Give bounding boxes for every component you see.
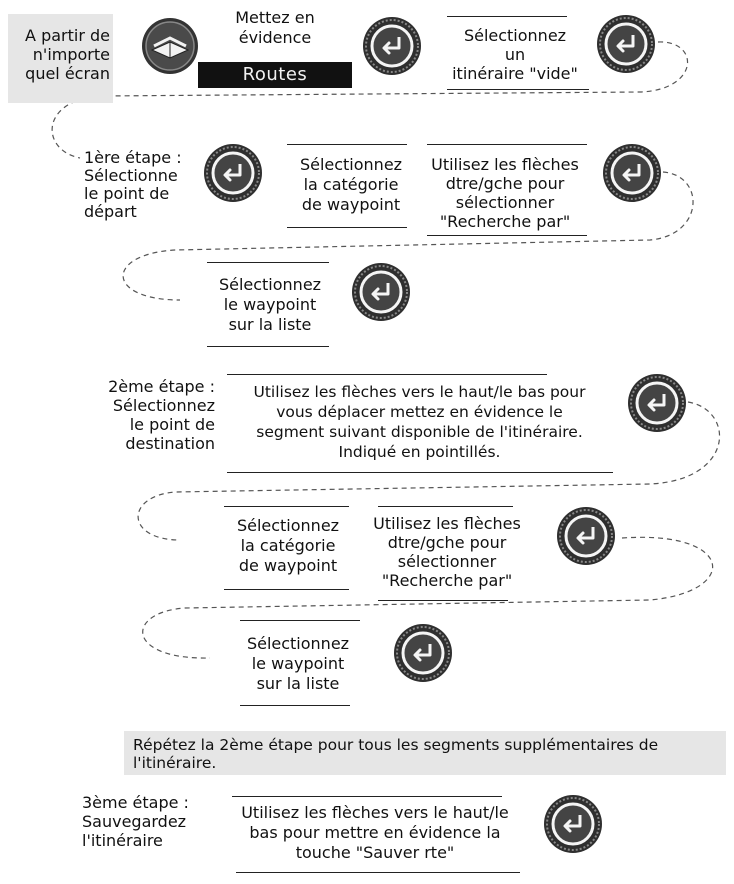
stage1-title-1: 1ère étape : [84,148,182,167]
divider-waypoint-2-bottom [240,705,350,706]
stage3-title-3: l'itinéraire [82,831,163,850]
enter-button-9[interactable] [543,794,603,854]
routes-menu-item[interactable]: Routes [198,62,352,88]
enter-icon [543,794,603,854]
step-highlight-1: Mettez en [235,8,315,27]
segment-line-3: segment suivant disponible de l'itinéraire. [256,423,583,441]
use-arrows-lr-2-line-4: "Recherche par" [381,571,513,590]
select-category-1-line-3: de waypoint [301,195,401,214]
use-arrows-lr-2-line-1: Utilisez les flèches [373,514,521,533]
save-line-2: bas pour mettre en évidence la [249,823,501,842]
select-waypoint-2-line-1: Sélectionnez [246,634,350,653]
repeat-note-line-2: l'itinéraire. [133,754,217,772]
stage3-title-2: Sauvegardez [82,812,187,831]
segment-line-2: vous déplacer mettez en évidence le [276,403,563,421]
stage1-title-4: départ [84,202,137,221]
select-empty-1: Sélectionnez [463,26,567,45]
repeat-note-line-1: Répétez la 2ème étape pour tous les segments supplémentaires de [133,736,659,754]
use-arrows-lr-1-line-3: sélectionner [455,193,555,212]
divider-category-1-top [287,144,407,145]
enter-icon [556,506,616,566]
stage1-title-3: le point de [84,184,170,203]
divider-category-2-top [224,506,349,507]
divider-waypoint-2-top [240,620,360,621]
use-arrows-lr-1-line-4: "Recherche par" [439,212,571,231]
select-category-1-line-1: Sélectionnez [299,155,403,174]
menu-book-icon [140,16,200,76]
divider-arrows-lr-1-top [427,144,587,145]
stage1-title-2: Sélectionne [84,166,178,185]
divider-arrows-lr-2-top [378,506,513,507]
use-arrows-lr-1-line-1: Utilisez les flèches [431,155,579,174]
segment-line-4: Indiqué en pointillés. [338,443,501,461]
divider-waypoint-1-top [207,262,329,263]
divider-segment-bottom [227,472,613,473]
divider-select-empty-top [447,16,567,17]
enter-button-1[interactable] [362,16,422,76]
start-label-1: A partir de [25,26,110,45]
divider-category-2-bottom [224,589,349,590]
divider-category-1-bottom [287,227,407,228]
save-line-3: touche "Sauver rte" [295,843,455,862]
use-arrows-lr-1-line-2: dtre/gche pour [445,174,565,193]
divider-save-top [232,796,502,797]
enter-button-8[interactable] [393,623,453,683]
start-label-2: n'importe [32,45,110,64]
select-waypoint-1-line-3: sur la liste [228,315,312,334]
enter-icon [203,143,263,203]
stage3-title-1: 3ème étape : [82,793,189,812]
select-waypoint-1-line-2: le waypoint [223,295,317,314]
select-waypoint-2-line-3: sur la liste [256,674,340,693]
select-category-2-line-2: la catégorie [240,536,336,555]
step-highlight-2: évidence [238,28,312,47]
divider-segment-top [227,374,547,375]
select-category-1-line-2: la catégorie [303,175,399,194]
select-waypoint-1-line-1: Sélectionnez [218,275,322,294]
select-waypoint-2-line-2: le waypoint [251,654,345,673]
select-category-2-line-1: Sélectionnez [236,516,340,535]
divider-arrows-lr-1-bottom [427,235,587,236]
enter-icon [393,623,453,683]
stage2-title-3: le point de [129,415,215,434]
divider-select-empty-bottom [447,89,589,90]
enter-button-7[interactable] [556,506,616,566]
enter-button-2[interactable] [596,14,656,74]
enter-button-5[interactable] [351,262,411,322]
enter-button-4[interactable] [602,143,662,203]
enter-icon [596,14,656,74]
divider-waypoint-1-bottom [207,346,329,347]
menu-button[interactable] [140,16,200,76]
segment-line-1: Utilisez les flèches vers le haut/le bas pour [253,383,586,401]
start-label-3: quel écran [25,64,110,83]
use-arrows-lr-2-line-2: dtre/gche pour [387,533,507,552]
divider-arrows-lr-2-bottom [378,600,508,601]
divider-save-bottom [236,872,520,873]
enter-button-6[interactable] [627,373,687,433]
enter-icon [362,16,422,76]
stage2-title-2: Sélectionnez [112,396,215,415]
select-category-2-line-3: de waypoint [238,556,338,575]
select-empty-3: itinéraire "vide" [452,64,578,83]
stage2-title-1: 2ème étape : [108,377,215,396]
enter-button-3[interactable] [203,143,263,203]
enter-icon [627,373,687,433]
enter-icon [602,143,662,203]
stage2-title-4: destination [125,434,215,453]
use-arrows-lr-2-line-3: sélectionner [397,552,497,571]
save-line-1: Utilisez les flèches vers le haut/le [241,803,509,822]
select-empty-2: un [504,45,526,64]
enter-icon [351,262,411,322]
